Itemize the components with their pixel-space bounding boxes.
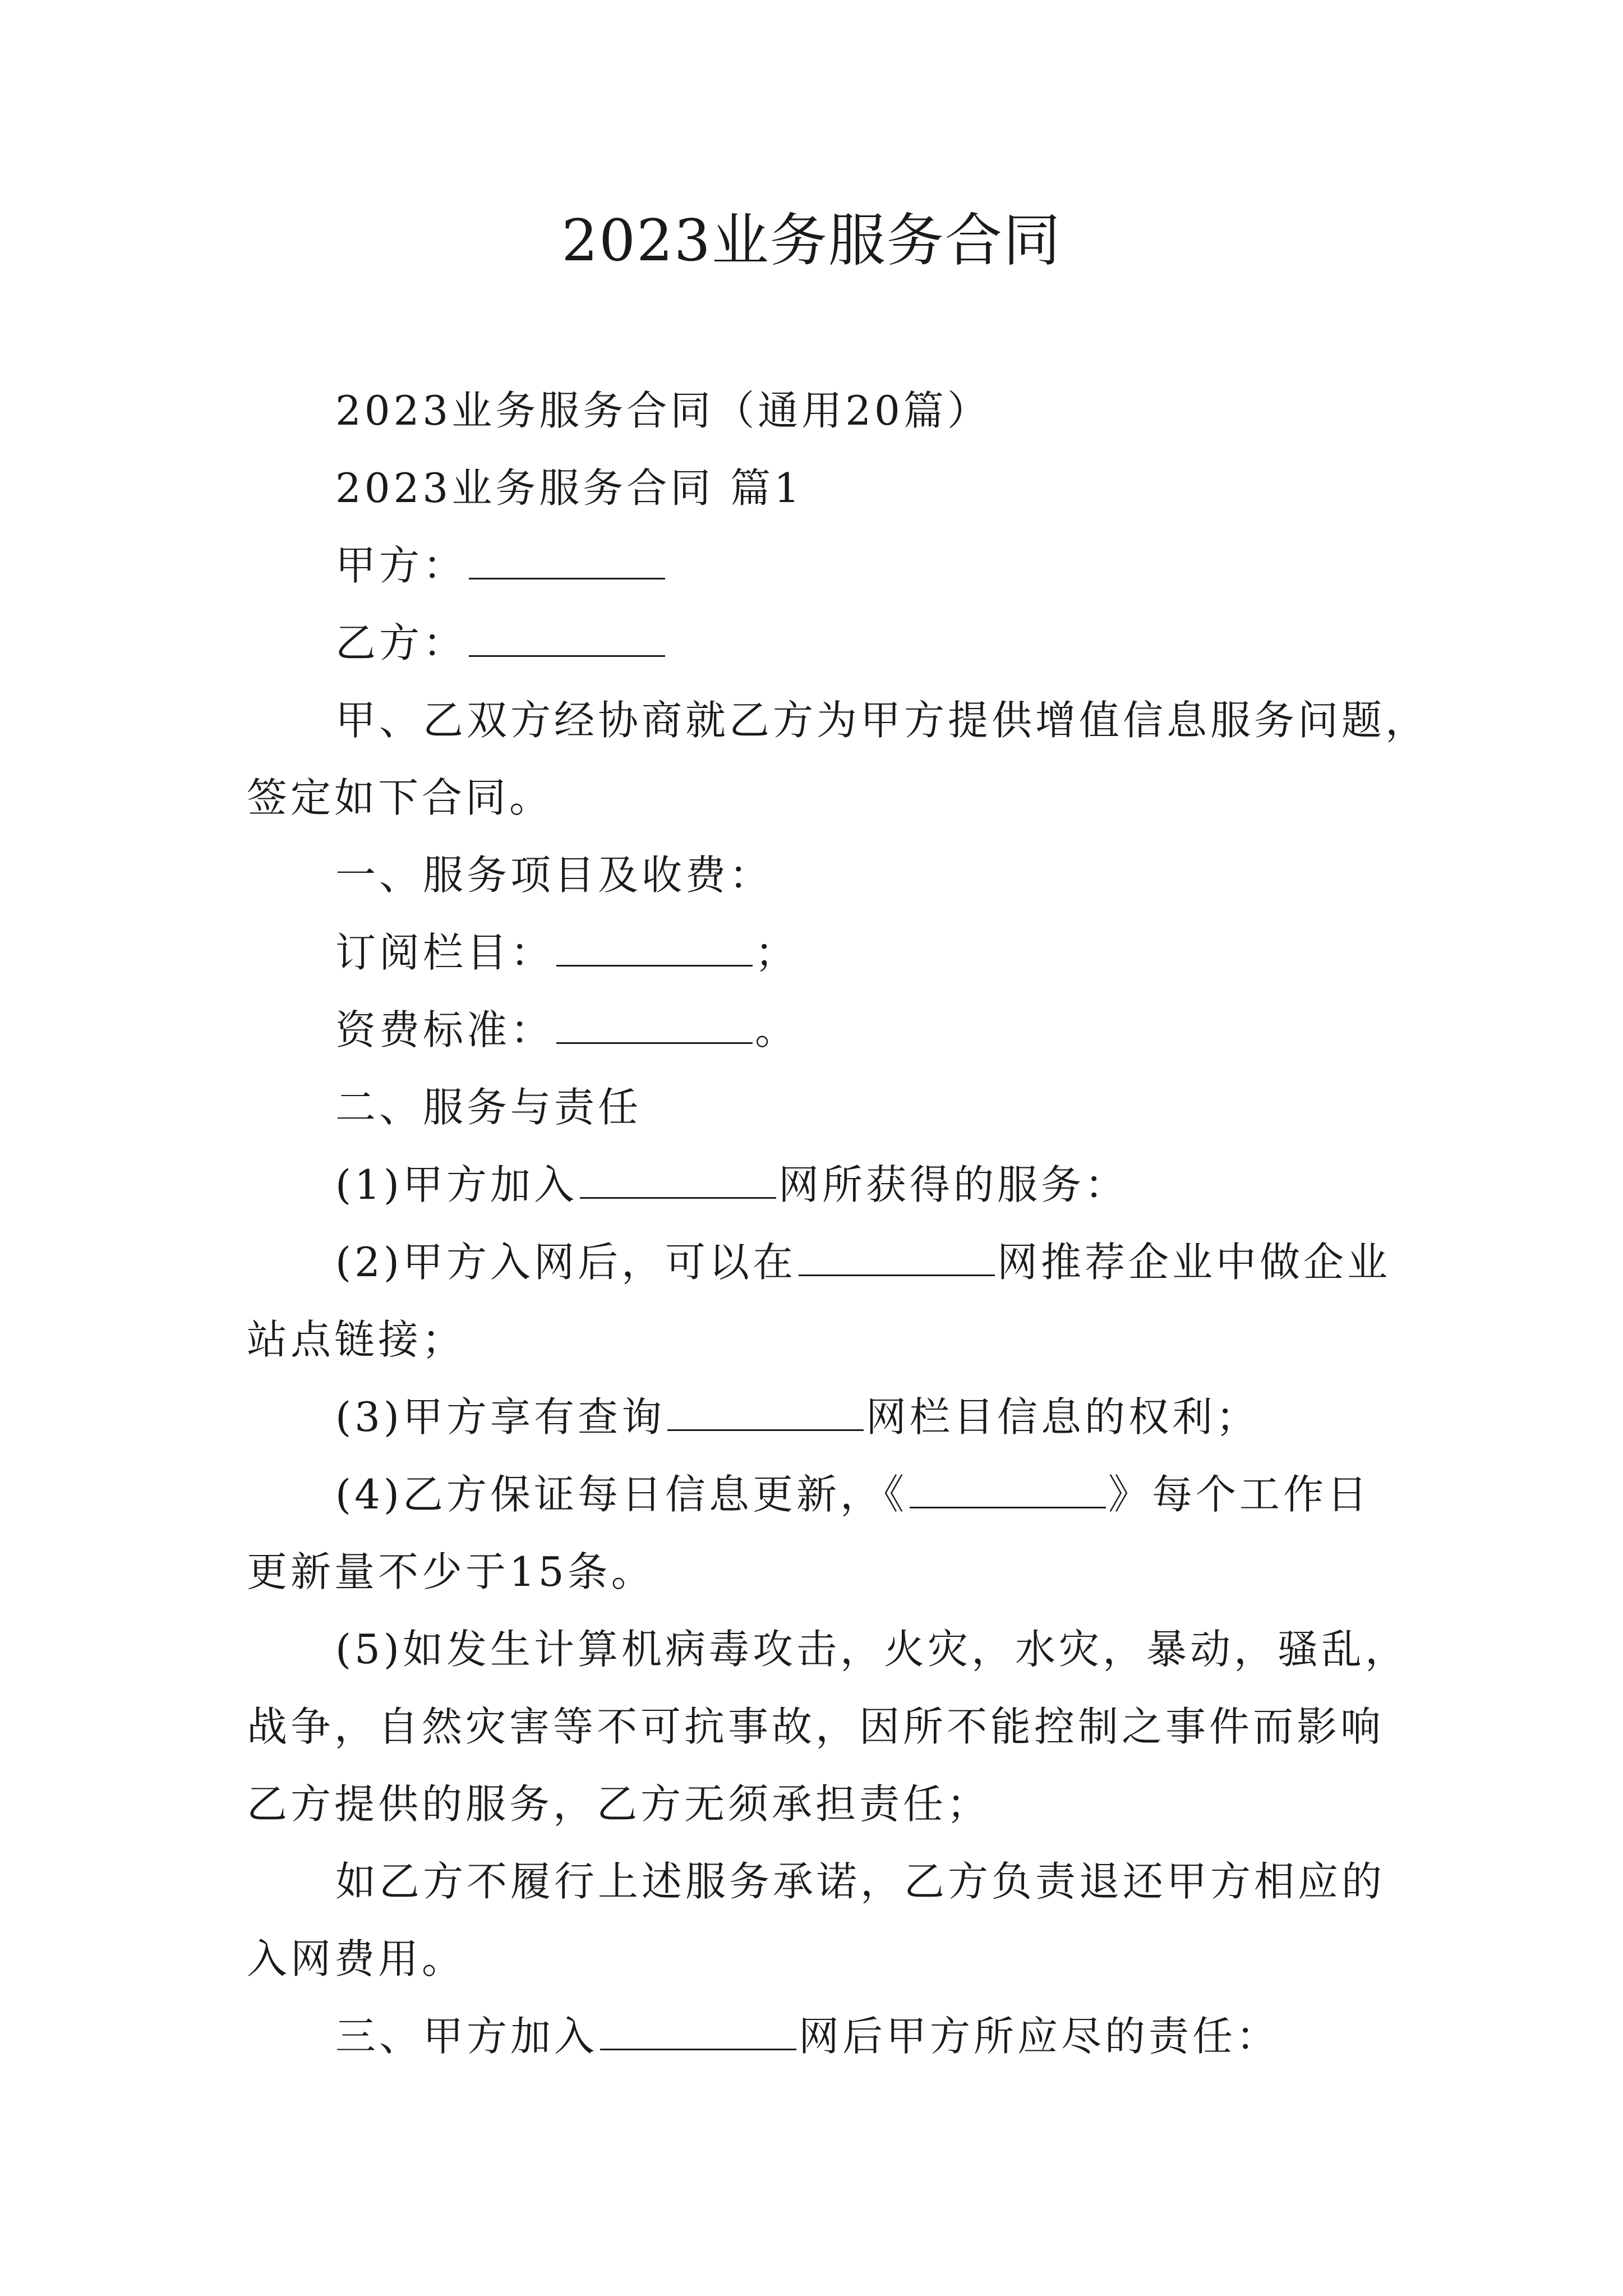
paragraph-line [247,682,1430,759]
paragraph-line [247,1456,1380,1533]
line-text: 乙方： [335,619,467,666]
line-text: 网栏目信息的权利； [866,1393,1260,1441]
line-text: 签定如下合同。 [247,774,554,821]
paragraph-line [247,1146,1380,1223]
paragraph-line [247,759,1380,836]
line-text: 》每个工作日 [1108,1471,1371,1518]
line-text: ； [755,929,799,976]
fill-in-blank [556,931,753,967]
line-text: 乙方提供的服务，乙方无须承担责任； [247,1780,991,1828]
line-text: 。 [755,1006,799,1053]
paragraph-line [247,1378,1380,1456]
document-title: 2023业务服务合同 [561,208,1062,274]
line-text: 一、服务项目及收费： [335,852,773,899]
paragraph-line [247,991,1380,1069]
section-heading [247,836,1380,914]
line-text: 网所获得的服务： [778,1161,1129,1208]
line-text: (2)甲方入网后，可以在 [335,1239,796,1286]
fill-in-blank [556,1009,753,1044]
paragraph-line [247,1533,1380,1611]
line-text: 网推荐企业中做企业 [997,1239,1391,1286]
fill-in-blank [469,544,665,579]
line-text: 站点链接； [247,1316,466,1363]
paragraph-line [247,1765,1380,1843]
line-text: 甲、乙双方经协商就乙方为甲方提供增值信息服务问题， [335,697,1430,744]
line-text: 战争，自然灾害等不可抗事故，因所不能控制之事件而影响 [247,1703,1385,1750]
line-text: 三、甲方加入 [335,2013,598,2060]
line-text: 二、服务与责任 [335,1084,642,1131]
fill-in-blank [469,622,665,657]
line-text: 订阅栏目： [335,929,555,976]
paragraph-line [247,1301,1380,1378]
paragraph-line [247,1223,1391,1301]
line-text: (5)如发生计算机病毒攻击，火灾，水灾，暴动，骚乱， [335,1626,1409,1673]
paragraph-line [247,1843,1386,1920]
line-text: 资费标准： [335,1006,555,1053]
line-text: 更新量不少于15条。 [247,1548,655,1595]
fill-in-blank [910,1473,1106,1508]
paragraph-line [247,372,1380,449]
line-text: (1)甲方加入 [335,1161,578,1208]
fill-in-blank [600,2015,796,2050]
section-heading [247,1998,1380,2075]
fill-in-blank [667,1396,864,1431]
paragraph-line [247,449,1380,527]
paragraph-line [247,1920,1380,1998]
fill-in-blank [799,1241,995,1276]
document-body [247,372,1430,2075]
line-text: 网后甲方所应尽的责任： [799,2013,1280,2060]
line-text: 2023业务服务合同 篇1 [335,464,803,512]
line-text: (3)甲方享有查询 [335,1393,665,1441]
section-heading [247,1069,1380,1146]
line-text: (4)乙方保证每日信息更新，《 [335,1471,907,1518]
party-b-line [247,604,1380,682]
paragraph-line [247,914,1380,991]
line-text: 2023业务服务合同（通用20篇） [335,387,991,434]
line-text: 甲方： [335,542,467,589]
paragraph-line [247,1688,1385,1765]
line-text: 入网费用。 [247,1935,466,1982]
paragraph-line [247,1611,1409,1688]
party-a-line [247,527,1380,604]
line-text: 如乙方不履行上述服务承诺，乙方负责退还甲方相应的 [335,1858,1386,1905]
fill-in-blank [580,1163,776,1199]
